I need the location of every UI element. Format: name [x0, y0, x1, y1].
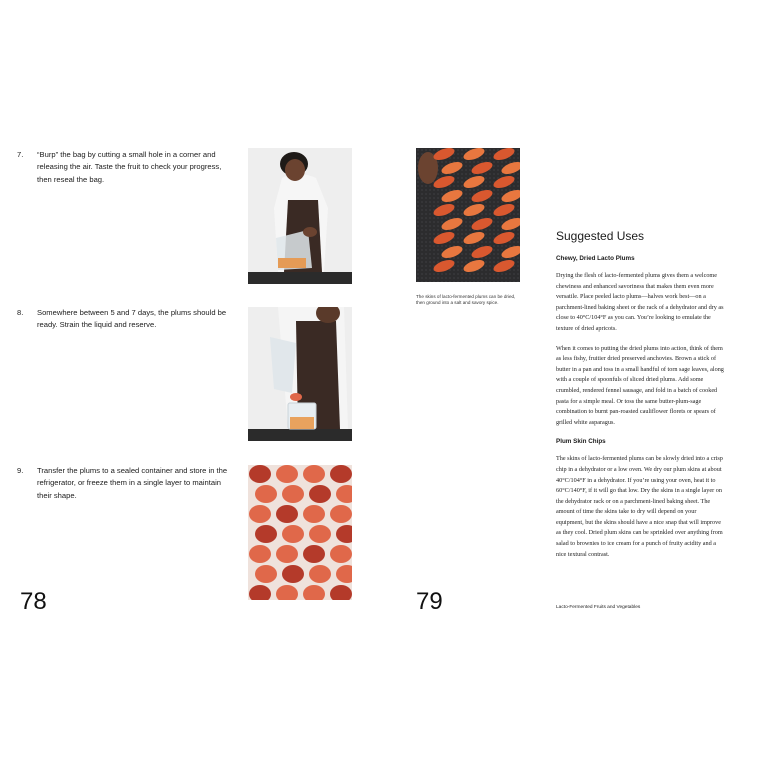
step-text: Transfer the plums to a sealed container and store in the refrigerator, or freeze them in a single layer to maintain their shape.: [37, 466, 228, 500]
step-number: 8.: [17, 308, 24, 317]
paragraph: The skins of lacto-fermented plums can be slowly dried into a crisp chip in a dehydrator or a low oven. We dry our plum skins at about 40°C/104°F in a dehydrator. If you’re using your oven, heat it to 60°C/140°F, if it will go that low. Dry the skins in a single layer on the dehydrator rack or on a parchment-lined baking sheet. The amount of time the skins take to dry will depend on your equipment, but the skins should have a nice snap that will improve as they cool. Dried plum skins can be sprinkled over anything from salad to brownies to ice cream for a punch of fruity acidity and a nice textural contrast.: [556, 455, 723, 558]
paragraph: Drying the flesh of lacto-fermented plums gives them a welcome chewiness and enhanced savoriness that makes them even more versatile. Place peeled lacto plums—halves work best—on a parchment-lined baking sheet or the rack of a dehydrator and dry as close to 40°C/104°F as you can. You’re looking to emulate the texture of dried apricots.: [556, 272, 724, 332]
subheading-plum-skin-chips: Plum Skin Chips: [556, 438, 606, 446]
step-text: “Burp” the bag by cutting a small hole in a corner and releasing the air. Taste the fruit to check your progress, then reseal the bag.: [37, 150, 222, 184]
step-number: 7.: [17, 150, 24, 159]
step-text: Somewhere between 5 and 7 days, the plums should be ready. Strain the liquid and reserve.: [37, 308, 227, 330]
plum-shape: [282, 525, 304, 543]
plum-shape: [309, 485, 331, 503]
plum-shape: [303, 505, 325, 523]
plum-shape: [303, 545, 325, 563]
photo-strain-liquid: [248, 307, 352, 441]
plum-shape: [255, 565, 277, 583]
plum-shape: [249, 465, 271, 483]
running-footer: Lacto-Fermented Fruits and Vegetables: [556, 605, 641, 610]
section-heading: Suggested Uses: [556, 229, 645, 243]
plum-shape: [249, 545, 271, 563]
page-number-left: 78: [20, 588, 47, 615]
step-number: 9.: [17, 466, 24, 475]
photo-burp-bag: [248, 148, 352, 284]
plum-shape: [249, 505, 271, 523]
plum-shape: [282, 565, 304, 583]
plum-shape: [276, 545, 298, 563]
plum-shape: [303, 465, 325, 483]
plum-shape: [330, 465, 352, 483]
photo-dried-plums: [416, 148, 520, 282]
suggested-uses-column: [556, 228, 724, 569]
plum-shape: [255, 525, 277, 543]
photo-plum-grid: [248, 465, 352, 600]
plum-shape: [282, 485, 304, 503]
plum-shape: [330, 505, 352, 523]
plum-shape: [330, 545, 352, 563]
subheading-dried-plums: Chewy, Dried Lacto Plums: [556, 255, 635, 262]
photo-caption: The skins of lacto-fermented plums can be dried, then ground into a salt and savory spice.: [416, 294, 516, 306]
plum-shape: [309, 525, 331, 543]
paragraph: When it comes to putting the dried plums into action, think of them as less fishy, fruitier dried preserved anchovies. Brown a stick of butter in a pan and toss in a small handful of torn sage leaves, along with a couple of spoonfuls of sliced dried plums. Add some crumbled, rendered fennel sausage, and fold in a batch of cooked pasta for a simple meal. Or toss the same butter-plum-sage combination to burnt pan-roasted cauliflower florets or spears of grilled white asparagus.: [556, 344, 724, 426]
plum-shape: [276, 505, 298, 523]
plum-shape: [276, 465, 298, 483]
page-number-right: 79: [416, 588, 443, 615]
plum-shape: [255, 485, 277, 503]
plum-shape: [309, 565, 331, 583]
